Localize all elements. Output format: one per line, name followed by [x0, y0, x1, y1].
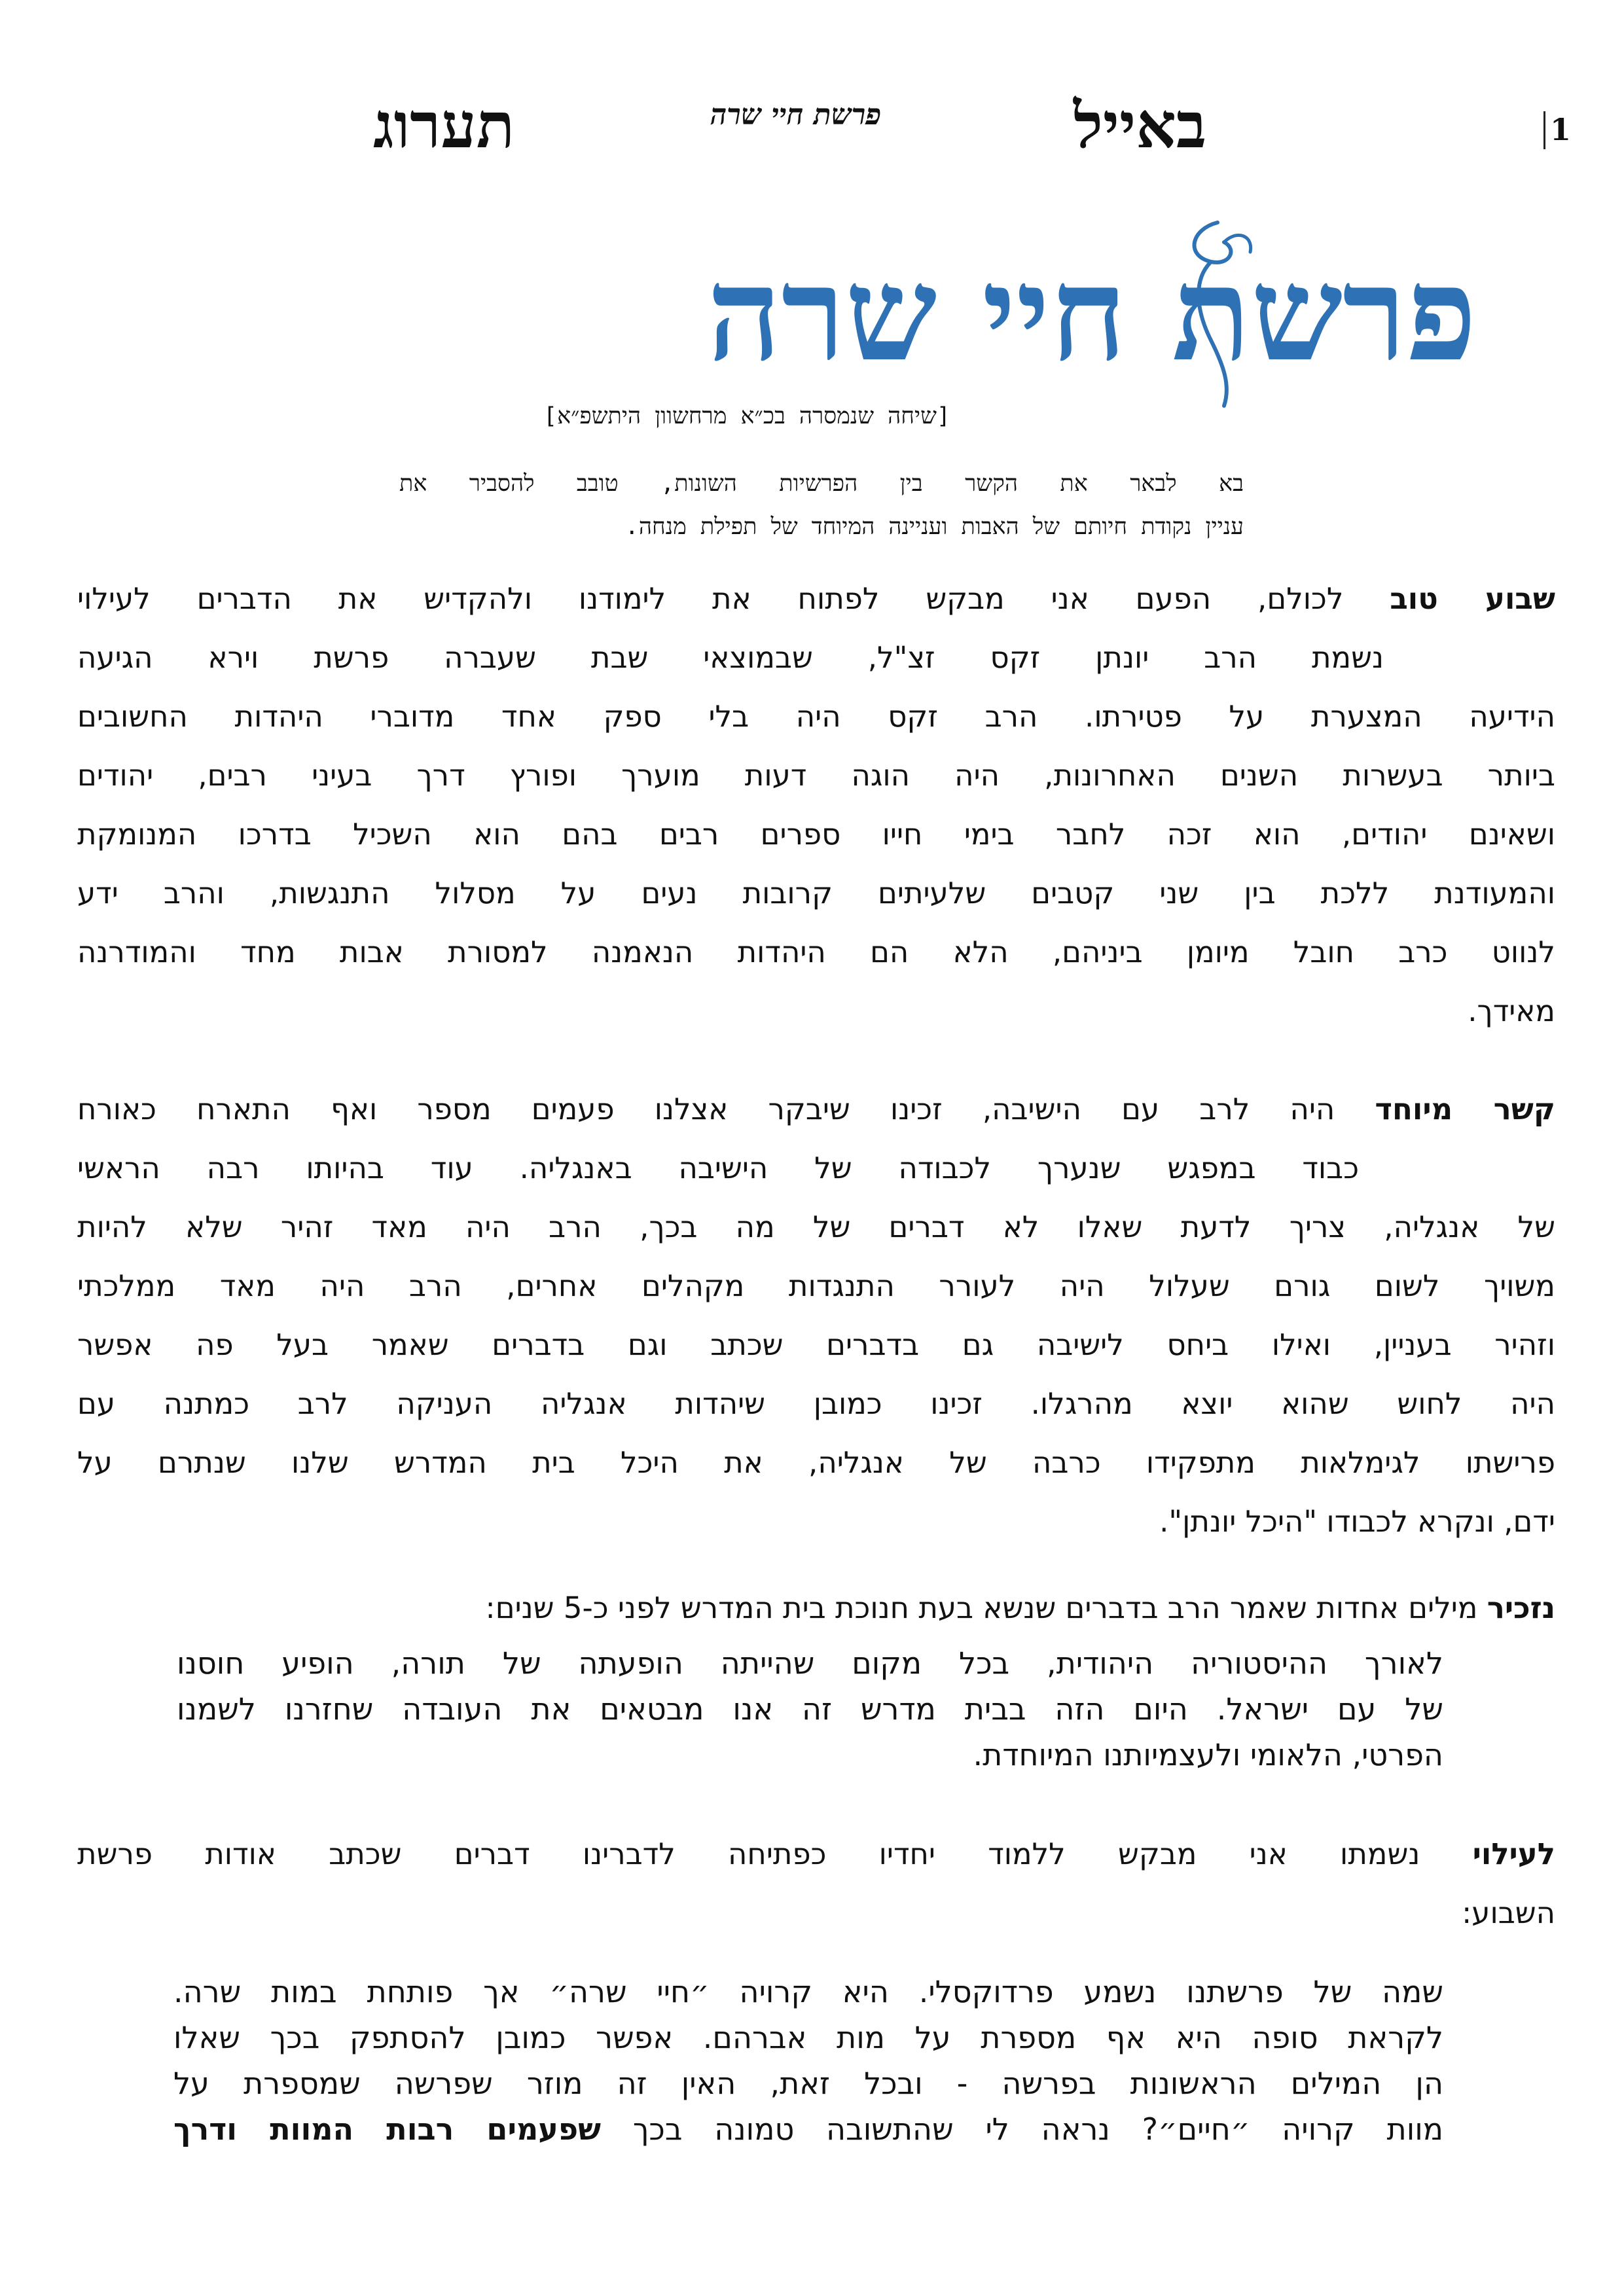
intro-line: עניין נקודת חיותם של האבות ועניינה המיוחד של תפילת מנחה.	[624, 514, 1244, 540]
header-publication: באייל	[1074, 88, 1207, 162]
paragraph-first-line	[77, 1080, 1555, 1139]
paragraph-text: לכולם, הפעם אני מבקש לפתוח את לימודנו ולהקדיש את הדברים לעילוי	[77, 581, 1344, 616]
quote-block-1	[177, 1640, 1443, 1778]
quote-text: מוות קרויה ״חיים״? נראה לי שהתשובה טמונה בכך	[632, 2111, 1443, 2147]
quote-line: שמה של פרשתנו נשמע פרדוקסלי. היא קרויה ״חיי שרה״ אך פותחת במות שרה.	[173, 1974, 1443, 2009]
paragraph-line: פרישתו לגימלאות מתפקידו כרבה של אנגליה, את היכל בית המדרש שלנו שנתרם על	[77, 1445, 1555, 1480]
header-parasha-name: פרשת חיי שרה	[710, 98, 882, 132]
paragraph-line: משויך לשום גורם שעלול היה לעורר התנגדות מקהלים אחרים, הרב היה מאד ממלכתי	[77, 1268, 1555, 1303]
paragraph-lead-word: לעילוי	[1472, 1837, 1555, 1871]
paragraph-1	[77, 569, 1555, 1041]
quote-line: של עם ישראל. היום הזה בבית מדרש זה אנו מבטאים את העובדה שחזרנו לשמנו	[177, 1691, 1443, 1727]
paragraph-line: וזהיר בעניין, ואילו ביחס לישיבה גם בדברים שכתב וגם בדברים שאמר בעל פה אפשר	[77, 1327, 1555, 1362]
paragraph-line: לנווט כרב חובל מיומן ביניהם, הלא הם היהדות הנאמנה למסורת אבות מחד והמודרנה	[77, 935, 1555, 969]
intro-line: בא לבאר את הקשר בין הפרשיות השונות, טובב להסביר את	[399, 471, 1244, 497]
quote-line: לאורך ההיסטוריה היהודית, בכל מקום שהייתה הופעתה של תורה, הופיע חוסנו	[177, 1645, 1443, 1681]
paragraph-lead-word: קשר מיוחד	[1375, 1092, 1555, 1126]
paragraph-line: כבוד במפגש שנערך לכבודה של הישיבה באנגליה. עוד בהיותו רבה הראשי	[77, 1151, 1359, 1185]
quote-line: הפרטי, הלאומי ולעצמיותנו המיוחדת.	[973, 1737, 1443, 1772]
paragraph-text: מילים אחדות שאמר הרב בדברים שנשא בעת חנוכת בית המדרש לפני כ-5 שנים:	[485, 1590, 1478, 1625]
paragraph-lead-word: נזכיר	[1487, 1590, 1555, 1625]
paragraph-line: מאידך.	[1468, 994, 1555, 1028]
paragraph-line: ידם, ונקרא לכבודו "היכל יונתן".	[1159, 1504, 1555, 1539]
quote-line: לקראת סופה היא אף מספרת על מות אברהם. אפשר כמובן להסתפק בכך שאלו	[173, 2020, 1443, 2055]
subtitle-date: [שיחה שנמסרה בכ״א מרחשוון היתשפ״א]	[543, 403, 950, 429]
paragraph-lead-word: שבוע טוב	[1390, 581, 1555, 616]
paragraph-first-line	[77, 1579, 1555, 1638]
quote-line: הן המילים הראשונות בפרשה - ובכל זאת, האין זה מוזר שפרשה שמספרת על	[173, 2066, 1443, 2101]
paragraph-first-line	[77, 569, 1555, 628]
paragraph-4	[77, 1825, 1555, 1943]
page-number-divider	[1543, 111, 1545, 149]
paragraph-line: הידיעה המצערת על פטירתו. הרב זקס היה בלי ספק אחד מדוברי היהדות החשובים	[77, 699, 1555, 734]
paragraph-3	[77, 1579, 1555, 1638]
paragraph-line: ושאינם יהודים, הוא זכה לחבר בימי חייו ספרים רבים בהם הוא השכיל בדרכו המנומקת	[77, 817, 1555, 852]
quote-bold-text: שפעמים רבות המוות ודרך	[173, 2111, 602, 2147]
paragraph-text: נשמתו אני מבקש ללמוד יחדיו כפתיחה לדברינו דברים שכתב אודות פרשת	[77, 1837, 1420, 1871]
paragraph-line: השבוע:	[1462, 1895, 1555, 1930]
paragraph-line: נשמת הרב יונתן זקס זצ"ל, שבמוצאי שבת שעברה פרשת וירא הגיעה	[77, 640, 1384, 675]
quote-line	[173, 2106, 1443, 2152]
page-number: 1	[1550, 112, 1572, 147]
paragraph-line: של אנגליה, צריך לדעת שאלו לא דברים של מה בכך, הרב היה מאד זהיר שלא להיות	[77, 1210, 1555, 1244]
paragraph-line: היה לחוש שהוא יוצא מהרגלו. זכינו כמובן שיהדות אנגליה העניקה לרב כמתנה עם	[77, 1386, 1555, 1421]
paragraph-2	[77, 1080, 1555, 1551]
paragraph-text: היה לרב עם הישיבה, זכינו שיבקר אצלנו פעמים מספר ואף התארח כאורח	[77, 1092, 1335, 1126]
paragraph-first-line	[77, 1825, 1555, 1884]
header-year: תערוג	[373, 88, 515, 162]
paragraph-line: והמעודנת ללכת בין שני קטבים שלעיתים קרובות נעים על מסלול התנגשות, והרב ידע	[77, 876, 1555, 910]
paragraph-line: ביותר בעשרות השנים האחרונות, היה הוגה דעות מוערך ופורץ דרך בעיני רבים, יהודים	[77, 758, 1555, 793]
quote-block-2	[173, 1969, 1443, 2152]
page-title: פרשת חיי שרה	[707, 238, 1477, 390]
intro-summary	[399, 462, 1244, 548]
